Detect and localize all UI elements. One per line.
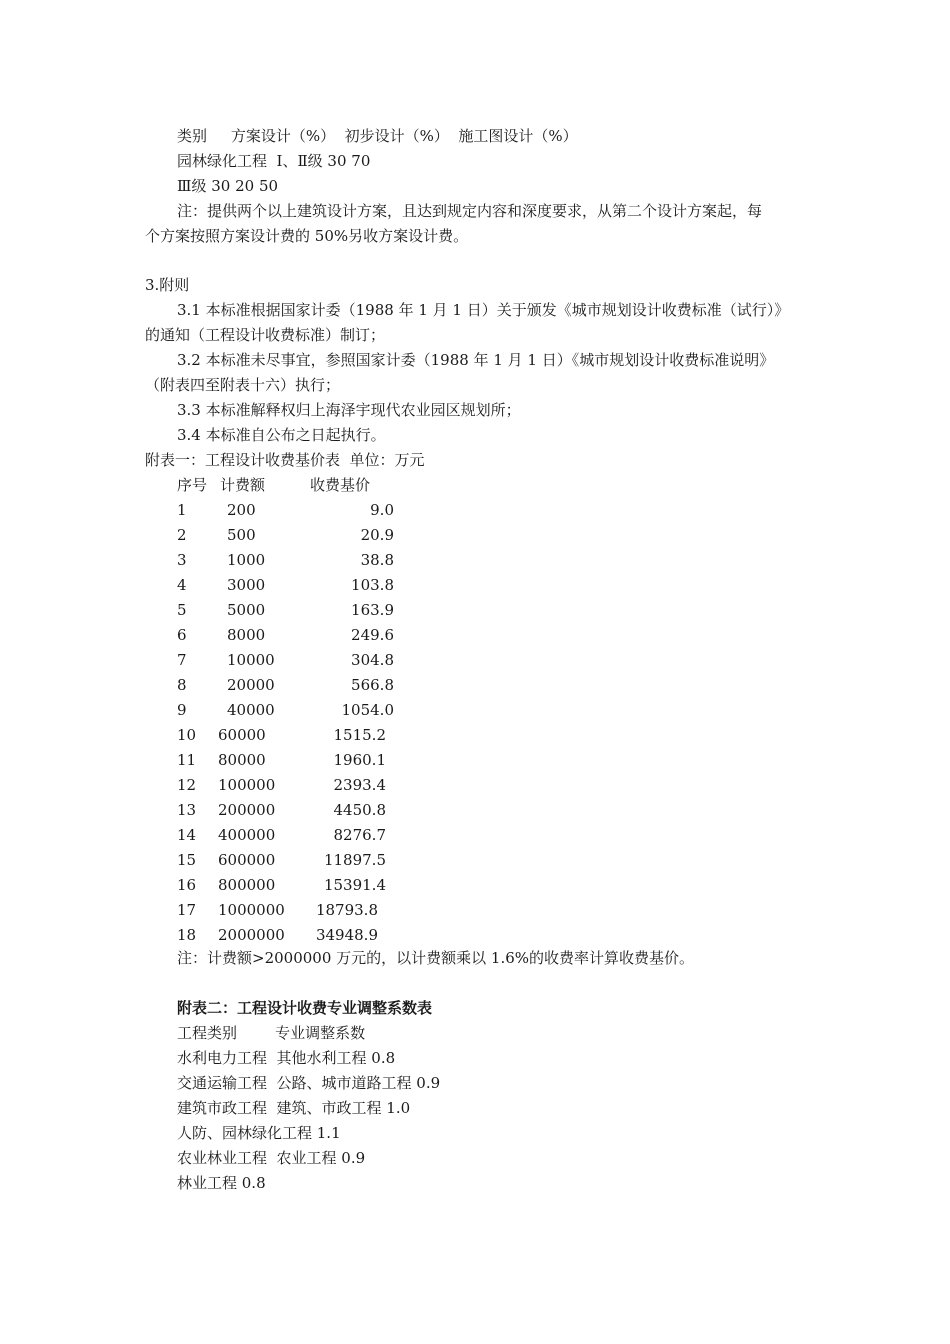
table1-cell-amount: 400000 xyxy=(218,826,276,844)
table1-cell-price: 11897.5 xyxy=(323,851,386,869)
table1-cell-no: 12 xyxy=(177,776,197,794)
table1-cell-amount: 2000000 xyxy=(218,926,285,944)
rule-item: 3.3 本标准解释权归上海泽宇现代农业园区规划所； xyxy=(177,401,521,419)
table1-cell-amount: 500 xyxy=(227,526,256,544)
table2-row: 农业林业工程 农业工程 0.9 xyxy=(177,1149,366,1167)
table2-row: 人防、园林绿化工程 1.1 xyxy=(177,1124,341,1142)
table1-cell-price: 4450.8 xyxy=(333,801,386,819)
table1-cell-amount: 5000 xyxy=(227,601,266,619)
rule-item: 3.4 本标准自公布之日起执行。 xyxy=(177,426,386,444)
table1-cell-price: 163.9 xyxy=(351,601,394,619)
table1-cell-amount: 1000 xyxy=(227,551,266,569)
table1-cell-price: 1054.0 xyxy=(341,701,394,719)
table1-col-header-price: 收费基价 xyxy=(310,476,371,494)
table1-cell-amount: 8000 xyxy=(227,626,266,644)
table1-cell-no: 11 xyxy=(177,751,197,769)
table1-cell-amount: 3000 xyxy=(227,576,266,594)
ratio-row: Ⅲ级 30 20 50 xyxy=(177,177,279,195)
table2-row: 林业工程 0.8 xyxy=(177,1174,266,1192)
table1-cell-amount: 600000 xyxy=(218,851,276,869)
table1-cell-no: 5 xyxy=(177,601,187,619)
table2-row: 交通运输工程 公路、城市道路工程 0.9 xyxy=(177,1074,441,1092)
table2-title: 附表二：工程设计收费专业调整系数表 xyxy=(177,999,433,1017)
table1-cell-no: 17 xyxy=(177,901,197,919)
table1-cell-no: 8 xyxy=(177,676,187,694)
table1-col-header-amount: 计费额 xyxy=(220,476,266,494)
table1-cell-amount: 10000 xyxy=(227,651,275,669)
table1-cell-price: 9.0 xyxy=(370,501,394,519)
rule-item-continued: 的通知（工程设计收费标准）制订； xyxy=(145,326,386,344)
ratio-note-continued: 个方案按照方案设计费的 50%另收方案设计费。 xyxy=(145,227,469,245)
table1-cell-price: 34948.9 xyxy=(315,926,378,944)
section-heading: 3.附则 xyxy=(145,276,190,294)
table1-cell-amount: 20000 xyxy=(227,676,275,694)
ratio-row: 园林绿化工程 Ⅰ、Ⅱ级 30 70 xyxy=(177,152,371,170)
table1-cell-amount: 60000 xyxy=(218,726,266,744)
table1-cell-amount: 100000 xyxy=(218,776,276,794)
table1-cell-price: 8276.7 xyxy=(333,826,386,844)
table1-cell-no: 14 xyxy=(177,826,197,844)
table2-row: 水利电力工程 其他水利工程 0.8 xyxy=(177,1049,396,1067)
table2-row: 建筑市政工程 建筑、市政工程 1.0 xyxy=(177,1099,411,1117)
table1-note: 注：计费额>2000000 万元的，以计费额乘以 1.6%的收费率计算收费基价。 xyxy=(177,949,695,967)
table1-cell-price: 103.8 xyxy=(351,576,394,594)
table1-cell-price: 15391.4 xyxy=(323,876,386,894)
table1-cell-no: 2 xyxy=(177,526,187,544)
table1-cell-amount: 40000 xyxy=(227,701,275,719)
table1-cell-no: 15 xyxy=(177,851,197,869)
ratio-header: 类别 方案设计（%） 初步设计（%） 施工图设计（%） xyxy=(177,127,578,145)
table1-cell-price: 1515.2 xyxy=(333,726,386,744)
table1-cell-no: 1 xyxy=(177,501,187,519)
table1-title: 附表一：工程设计收费基价表 单位：万元 xyxy=(145,451,425,469)
table1-cell-no: 13 xyxy=(177,801,197,819)
table1-cell-no: 6 xyxy=(177,626,187,644)
table1-cell-no: 10 xyxy=(177,726,197,744)
rule-item: 3.1 本标准根据国家计委（1988 年 1 月 1 日）关于颁发《城市规划设计收费标准（试行）》 xyxy=(177,301,790,319)
rule-item-continued: （附表四至附表十六）执行； xyxy=(145,376,341,394)
ratio-note: 注：提供两个以上建筑设计方案，且达到规定内容和深度要求，从第二个设计方案起，每 xyxy=(177,202,763,220)
table1-cell-amount: 80000 xyxy=(218,751,266,769)
table1-cell-price: 1960.1 xyxy=(333,751,386,769)
table2-header: 工程类别 专业调整系数 xyxy=(177,1024,366,1042)
table1-cell-no: 9 xyxy=(177,701,187,719)
table1-cell-amount: 200000 xyxy=(218,801,276,819)
table1-cell-no: 16 xyxy=(177,876,197,894)
table1-cell-no: 18 xyxy=(177,926,197,944)
table1-col-header-no: 序号 xyxy=(177,476,208,494)
rule-item: 3.2 本标准未尽事宜，参照国家计委（1988 年 1 月 1 日）《城市规划设计收费标准说明》 xyxy=(177,351,775,369)
table1-cell-price: 38.8 xyxy=(360,551,394,569)
table1-cell-price: 304.8 xyxy=(351,651,394,669)
table1-cell-no: 3 xyxy=(177,551,187,569)
table1-cell-price: 18793.8 xyxy=(315,901,378,919)
table1-cell-amount: 1000000 xyxy=(218,901,285,919)
table1-cell-price: 2393.4 xyxy=(333,776,386,794)
table1-cell-amount: 800000 xyxy=(218,876,276,894)
table1-cell-price: 249.6 xyxy=(351,626,394,644)
table1-cell-price: 566.8 xyxy=(351,676,394,694)
table1-cell-no: 7 xyxy=(177,651,187,669)
table1-cell-no: 4 xyxy=(177,576,187,594)
table1-cell-amount: 200 xyxy=(227,501,256,519)
table1-cell-price: 20.9 xyxy=(360,526,394,544)
